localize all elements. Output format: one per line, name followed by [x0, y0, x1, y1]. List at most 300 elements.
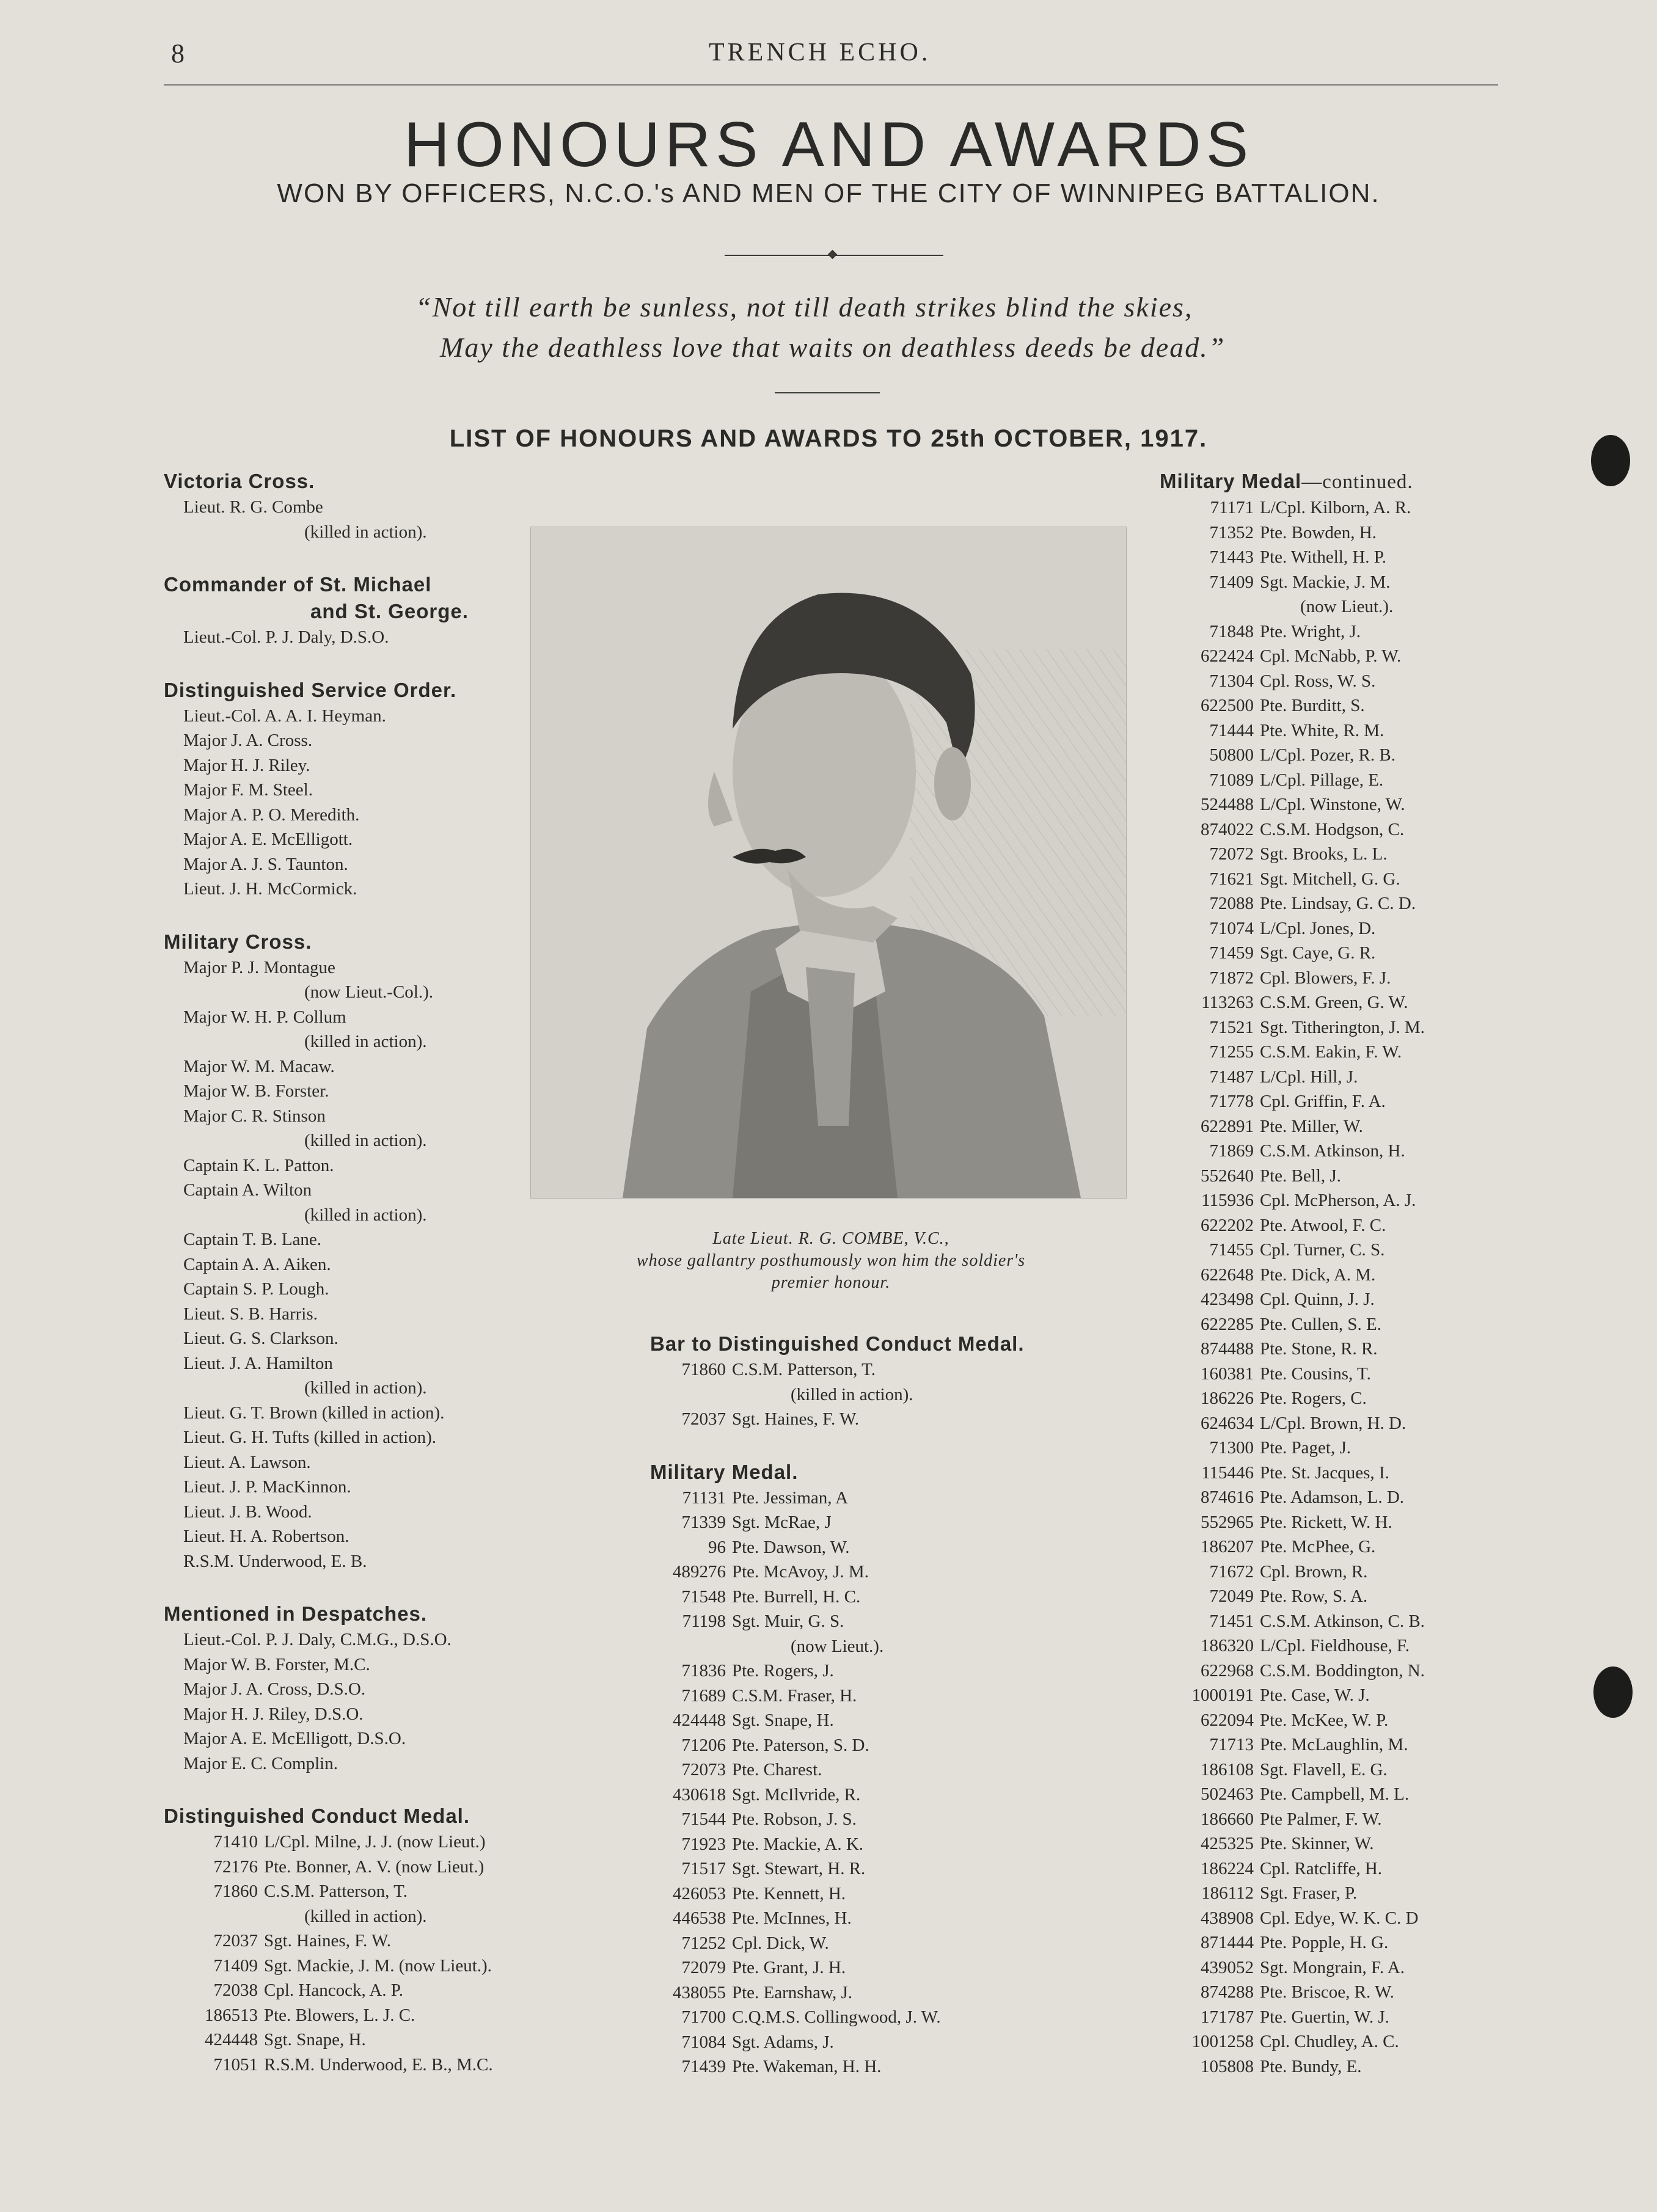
service-number: 115446 — [1201, 1462, 1254, 1483]
recipient-name: R.S.M. Underwood, E. B., M.C. — [264, 2054, 493, 2075]
recipient-name: Sgt. Mackie, J. M. — [1260, 572, 1391, 592]
award-entry — [1160, 1213, 1538, 1238]
recipient-name: Pte Palmer, F. W. — [1260, 1809, 1382, 1829]
recipient-name: Pte. Earnshaw, J. — [732, 1982, 853, 2002]
award-entry — [650, 1807, 1127, 1832]
award-entry — [1160, 842, 1538, 867]
section-gap — [164, 1776, 543, 1803]
award-entry — [650, 2005, 1127, 2030]
recipient-name: Pte. Withell, H. P. — [1260, 547, 1386, 567]
service-number: 186207 — [1201, 1537, 1254, 1557]
service-number: 71544 — [681, 1809, 726, 1829]
recipient-name: C.S.M. Atkinson, C. B. — [1260, 1611, 1425, 1631]
award-entry — [650, 1980, 1127, 2006]
award-entry — [1160, 1188, 1538, 1213]
service-number: 622500 — [1201, 696, 1254, 715]
recipient-name: Pte. Rogers, J. — [732, 1661, 834, 1681]
service-number: 71860 — [681, 1360, 726, 1379]
recipient-name: Pte. Bell, J. — [1260, 1166, 1341, 1186]
recipient-name: Pte. Charest. — [732, 1760, 822, 1779]
service-number: 186108 — [1201, 1759, 1254, 1779]
recipient-name: Pte. Jessiman, A — [732, 1487, 849, 1508]
recipient-name: L/Cpl. Hill, J. — [1260, 1067, 1358, 1087]
service-number: 425325 — [1201, 1834, 1254, 1853]
service-number: 72038 — [213, 1980, 258, 2000]
list-item: Major J. A. Cross, D.S.O. — [183, 1679, 366, 1699]
recipient-name: Pte. Wakeman, H. H. — [732, 2057, 882, 2076]
service-number: 186224 — [1201, 1858, 1254, 1878]
caption-line: premier honour. — [771, 1273, 891, 1292]
item-note: (killed in action). — [304, 1032, 427, 1051]
section-heading: Distinguished Service Order. — [164, 678, 457, 701]
award-entry — [1160, 1732, 1538, 1758]
award-entry — [650, 1856, 1127, 1882]
award-entry — [650, 1758, 1127, 1783]
award-entry — [1160, 1287, 1538, 1312]
award-entry — [1160, 1263, 1538, 1288]
list-item: Lieut. G. S. Clarkson. — [183, 1329, 338, 1348]
recipient-name: Sgt. Muir, G. S. — [732, 1612, 844, 1631]
recipient-name: Pte. McKee, W. P. — [1260, 1710, 1389, 1730]
service-number: 1001258 — [1191, 2032, 1254, 2051]
recipient-name: Pte. Rogers, C. — [1260, 1389, 1367, 1408]
award-entry — [1160, 1881, 1538, 1906]
recipient-name: Sgt. Snape, H. — [732, 1710, 834, 1730]
recipient-name: C.Q.M.S. Collingwood, J. W. — [732, 2007, 941, 2027]
service-number: 72037 — [213, 1931, 258, 1951]
recipient-name: Pte. McPhee, G. — [1260, 1537, 1376, 1557]
recipient-name: C.S.M. Green, G. W. — [1260, 993, 1408, 1012]
list-item: Lieut. G. H. Tufts (killed in action). — [183, 1428, 437, 1447]
page-title: HONOURS AND AWARDS — [403, 109, 1254, 180]
service-number: 71206 — [681, 1735, 726, 1755]
portrait-image — [531, 527, 1126, 1198]
section-gap — [164, 650, 543, 677]
recipient-name: C.S.M. Hodgson, C. — [1260, 819, 1405, 839]
service-number: 71487 — [1209, 1067, 1254, 1087]
item-note: (killed in action). — [304, 1906, 427, 1926]
service-number: 622094 — [1201, 1710, 1254, 1730]
award-entry — [650, 1535, 1127, 1560]
award-entry — [164, 1954, 543, 1979]
section-heading: Military Cross. — [164, 930, 312, 953]
section-heading: Military Medal. — [650, 1460, 799, 1483]
award-entry — [1160, 1411, 1538, 1436]
award-entry — [164, 2053, 543, 2078]
award-entry — [1160, 1906, 1538, 1931]
recipient-name: Pte. Bundy, E. — [1260, 2056, 1362, 2076]
award-entry — [1160, 743, 1538, 768]
recipient-name: Pte. Popple, H. G. — [1260, 1933, 1389, 1952]
award-entry — [650, 1931, 1127, 1956]
service-number: 71836 — [681, 1661, 726, 1681]
list-item: Major F. M. Steel. — [183, 780, 313, 800]
service-number: 874022 — [1201, 819, 1254, 839]
service-number: 71252 — [681, 1933, 726, 1953]
recipient-name: Pte. Skinner, W. — [1260, 1834, 1374, 1853]
ornament-divider — [725, 252, 943, 258]
list-item: Lieut.-Col. P. J. Daly, D.S.O. — [183, 627, 389, 647]
service-number: 622424 — [1201, 646, 1254, 666]
item-note: (killed in action). — [304, 522, 427, 542]
service-number: 105808 — [1201, 2056, 1254, 2076]
list-item: Lieut. J. P. MacKinnon. — [183, 1477, 351, 1497]
section-gap — [650, 1432, 1127, 1459]
publication-title: TRENCH ECHO. — [709, 38, 931, 67]
award-entry — [1160, 2029, 1538, 2054]
service-number: 113263 — [1201, 993, 1254, 1012]
award-entry — [164, 1855, 543, 1880]
recipient-name: Sgt. McRae, J — [732, 1513, 832, 1532]
service-number: 71517 — [681, 1859, 726, 1878]
recipient-name: Pte. Briscoe, R. W. — [1260, 1982, 1394, 2002]
recipient-name: Pte. Cousins, T. — [1260, 1363, 1371, 1384]
recipient-name: Pte. McInnes, H. — [732, 1908, 852, 1928]
recipient-name: C.S.M. Fraser, H. — [732, 1685, 857, 1706]
list-item: Lieut. S. B. Harris. — [183, 1304, 318, 1324]
recipient-name: Pte. Guertin, W. J. — [1260, 2007, 1389, 2027]
award-entry — [650, 1585, 1127, 1610]
caption-line: whose gallantry posthumously won him the soldier's — [636, 1251, 1026, 1270]
service-number: 502463 — [1201, 1784, 1254, 1804]
item-note: (now Lieut.). — [1300, 597, 1394, 616]
service-number: 71521 — [1209, 1017, 1254, 1037]
service-number: 72079 — [681, 1958, 726, 1977]
award-entry — [1160, 867, 1538, 892]
binding-hole — [1593, 1666, 1633, 1718]
award-entry — [1160, 1139, 1538, 1164]
recipient-name: Pte. Blowers, L. J. C. — [264, 2005, 415, 2025]
recipient-name: L/Cpl. Pozer, R. B. — [1260, 745, 1395, 765]
award-entry — [650, 1510, 1127, 1535]
section-gap — [164, 902, 543, 929]
award-entry — [1160, 693, 1538, 718]
service-number: 186320 — [1201, 1636, 1254, 1655]
service-number: 622891 — [1201, 1116, 1254, 1136]
award-entry — [164, 1929, 543, 1954]
service-number: 186112 — [1201, 1883, 1254, 1903]
list-item: Lieut. J. A. Hamilton — [183, 1353, 333, 1373]
recipient-name: Pte. Kennett, H. — [732, 1883, 846, 1904]
recipient-name: Cpl. Blowers, F. J. — [1260, 968, 1391, 988]
recipient-name: Pte. Atwool, F. C. — [1260, 1215, 1386, 1235]
section-heading: Victoria Cross. — [164, 470, 315, 492]
service-number: 430618 — [673, 1784, 726, 1805]
award-entry — [1160, 1782, 1538, 1807]
award-entry — [1160, 891, 1538, 916]
service-number: 71672 — [1209, 1561, 1254, 1582]
service-number: 71848 — [1209, 621, 1254, 641]
award-entry — [650, 1733, 1127, 1758]
list-item: Major A. E. McElligott. — [183, 830, 353, 849]
award-entry — [1160, 1461, 1538, 1486]
recipient-name: Pte. Robson, J. S. — [732, 1809, 857, 1829]
award-entry — [650, 2030, 1127, 2055]
recipient-name: Pte. Dick, A. M. — [1260, 1265, 1376, 1285]
service-number: 71410 — [213, 1832, 258, 1852]
award-entry — [1160, 1089, 1538, 1114]
service-number: 72088 — [1209, 894, 1254, 913]
list-item: Lieut. R. G. Combe — [183, 497, 323, 517]
recipient-name: Cpl. Edye, W. K. C. D — [1260, 1908, 1419, 1928]
award-entry — [1160, 1831, 1538, 1856]
section-heading: Bar to Distinguished Conduct Medal. — [650, 1332, 1025, 1355]
recipient-name: L/Cpl. Pillage, E. — [1260, 770, 1384, 790]
service-number: 446538 — [673, 1908, 726, 1928]
recipient-name: Sgt. Fraser, P. — [1260, 1883, 1358, 1903]
recipient-name: Pte. Burrell, H. C. — [732, 1586, 861, 1607]
recipient-name: Cpl. Brown, R. — [1260, 1561, 1368, 1582]
recipient-name: Cpl. Quinn, J. J. — [1260, 1290, 1375, 1309]
item-note: (now Lieut.-Col.). — [304, 982, 434, 1002]
list-item: Major W. H. P. Collum — [183, 1007, 346, 1027]
service-number: 552965 — [1201, 1512, 1254, 1532]
award-entry — [1160, 2005, 1538, 2030]
award-entry — [1160, 495, 1538, 520]
recipient-name: Pte. Bowden, H. — [1260, 522, 1377, 542]
list-item: Lieut. J. B. Wood. — [183, 1502, 312, 1522]
service-number: 50800 — [1209, 745, 1254, 765]
award-entry — [164, 1830, 543, 1855]
service-number: 115936 — [1201, 1191, 1254, 1210]
award-entry — [1160, 1708, 1538, 1733]
list-item: Lieut. G. T. Brown (killed in action). — [183, 1403, 445, 1423]
award-entry — [1160, 990, 1538, 1015]
recipient-name: L/Cpl. Brown, H. D. — [1260, 1413, 1406, 1433]
award-entry — [650, 1560, 1127, 1585]
service-number: 622285 — [1201, 1314, 1254, 1334]
portrait-photo — [530, 527, 1127, 1199]
list-item: R.S.M. Underwood, E. B. — [183, 1551, 367, 1571]
recipient-name: Pte. Case, W. J. — [1260, 1685, 1370, 1705]
award-entry — [1160, 1312, 1538, 1337]
award-entry — [1160, 1955, 1538, 1980]
award-entry — [1160, 768, 1538, 793]
service-number: 71443 — [1209, 547, 1254, 567]
item-note: (killed in action). — [304, 1131, 427, 1150]
award-entry — [1160, 1930, 1538, 1955]
binding-hole — [1591, 435, 1630, 486]
recipient-name: Pte. Paget, J. — [1260, 1438, 1352, 1458]
recipient-name: Pte. Stone, R. R. — [1260, 1339, 1378, 1359]
section-heading: Commander of St. Michael — [164, 573, 432, 596]
epigraph-line: May the deathless love that waits on deathless deeds be dead.” — [440, 332, 1226, 363]
award-entry — [1160, 1659, 1538, 1684]
service-number: 71352 — [1209, 522, 1254, 542]
column-left — [164, 468, 543, 2077]
service-number: 71689 — [681, 1685, 726, 1706]
award-entry — [1160, 520, 1538, 546]
service-number: 438908 — [1201, 1908, 1254, 1928]
recipient-name: Pte. Dawson, W. — [732, 1537, 850, 1557]
list-item: Major W. B. Forster, M.C. — [183, 1654, 370, 1674]
award-entry — [1160, 1633, 1538, 1659]
list-item: Major W. M. Macaw. — [183, 1056, 335, 1076]
list-item: Major E. C. Complin. — [183, 1753, 338, 1773]
award-entry — [650, 2054, 1127, 2079]
service-number: 186226 — [1201, 1389, 1254, 1408]
award-entry — [650, 1708, 1127, 1733]
item-note: (killed in action). — [791, 1384, 913, 1404]
list-item: Captain K. L. Patton. — [183, 1155, 334, 1175]
service-number: 71051 — [213, 2054, 258, 2075]
award-entry — [1160, 1238, 1538, 1263]
list-item: Major A. E. McElligott, D.S.O. — [183, 1729, 406, 1748]
divider — [775, 392, 880, 393]
list-item: Major A. J. S. Taunton. — [183, 854, 348, 874]
award-entry — [1160, 669, 1538, 694]
list-item: Major P. J. Montague — [183, 957, 335, 977]
service-number: 1000191 — [1191, 1685, 1254, 1705]
recipient-name: Sgt. Haines, F. W. — [732, 1409, 859, 1429]
award-entry — [650, 1906, 1127, 1931]
award-entry — [1160, 1535, 1538, 1560]
list-item: Major J. A. Cross. — [183, 731, 313, 750]
service-number: 71451 — [1209, 1611, 1254, 1631]
award-entry — [1160, 1584, 1538, 1609]
recipient-name: C.S.M. Patterson, T. — [264, 1882, 408, 1901]
service-number: 552640 — [1201, 1166, 1254, 1186]
recipient-name: Pte. Campbell, M. L. — [1260, 1784, 1410, 1804]
recipient-name: Sgt. Brooks, L. L. — [1260, 844, 1388, 864]
service-number: 874288 — [1201, 1982, 1254, 2002]
recipient-name: Cpl. Chudley, A. C. — [1260, 2032, 1399, 2051]
list-item: Lieut. J. H. McCormick. — [183, 879, 357, 899]
award-entry — [1160, 1560, 1538, 1585]
recipient-name: C.S.M. Patterson, T. — [732, 1360, 876, 1379]
service-number: 160381 — [1201, 1363, 1254, 1384]
column-middle — [650, 1330, 1127, 2079]
award-entry — [1160, 1807, 1538, 1832]
award-entry — [650, 1407, 1127, 1432]
recipient-name: L/Cpl. Kilborn, A. R. — [1260, 498, 1411, 517]
section-gap — [164, 1574, 543, 1601]
service-number: 71339 — [681, 1513, 726, 1532]
recipient-name: Sgt. Mitchell, G. G. — [1260, 869, 1400, 889]
award-entry — [1160, 570, 1538, 595]
list-item: Lieut.-Col. A. A. I. Heyman. — [183, 706, 386, 726]
service-number: 71409 — [1209, 572, 1254, 592]
service-number: 874488 — [1201, 1339, 1254, 1359]
service-number: 871444 — [1201, 1933, 1254, 1952]
recipient-name: Pte. St. Jacques, I. — [1260, 1462, 1389, 1483]
award-entry — [164, 2003, 543, 2028]
list-heading: LIST OF HONOURS AND AWARDS TO 25th OCTOBER, 1917. — [449, 425, 1208, 452]
recipient-name: Pte. McLaughlin, M. — [1260, 1735, 1408, 1754]
recipient-name: Cpl. Ross, W. S. — [1260, 671, 1376, 691]
caption-line: Late Lieut. R. G. COMBE, V.C., — [712, 1229, 949, 1248]
service-number: 71089 — [1209, 770, 1254, 790]
recipient-name: Pte. Adamson, L. D. — [1260, 1487, 1405, 1507]
recipient-name: L/Cpl. Winstone, W. — [1260, 795, 1405, 814]
award-entry — [1160, 1856, 1538, 1882]
list-item: Major W. B. Forster. — [183, 1081, 329, 1101]
service-number: 874616 — [1201, 1487, 1254, 1507]
recipient-name: Pte. Wright, J. — [1260, 621, 1361, 641]
service-number: 71700 — [681, 2007, 726, 2027]
service-number: 489276 — [673, 1562, 726, 1582]
list-item: Major H. J. Riley. — [183, 755, 310, 775]
service-number: 71872 — [1209, 968, 1254, 988]
section-gap — [164, 544, 543, 571]
section-heading: Distinguished Conduct Medal. — [164, 1805, 470, 1827]
service-number: 71304 — [1209, 671, 1254, 691]
service-number: 71713 — [1209, 1735, 1254, 1754]
epigraph-line: “Not till earth be sunless, not till death strikes blind the skies, — [415, 291, 1193, 323]
award-entry — [650, 1783, 1127, 1808]
service-number: 71621 — [1209, 869, 1254, 889]
recipient-name: Pte. Paterson, S. D. — [732, 1735, 869, 1755]
award-entry — [650, 1659, 1127, 1684]
service-number: 71923 — [681, 1834, 726, 1854]
recipient-name: Sgt. Stewart, H. R. — [732, 1859, 866, 1878]
item-note: (killed in action). — [304, 1378, 427, 1398]
award-entry — [650, 1684, 1127, 1709]
recipient-name: C.S.M. Eakin, F. W. — [1260, 1042, 1402, 1062]
service-number: 426053 — [673, 1883, 726, 1904]
service-number: 438055 — [673, 1982, 726, 2002]
service-number: 71084 — [681, 2032, 726, 2052]
recipient-name: Sgt. Titherington, J. M. — [1260, 1017, 1425, 1037]
heading-text: Military Medal — [1160, 470, 1302, 492]
recipient-name: Pte. Grant, J. H. — [732, 1958, 846, 1977]
recipient-name: Sgt. Mongrain, F. A. — [1260, 1957, 1405, 1977]
recipient-name: C.S.M. Atkinson, H. — [1260, 1141, 1405, 1161]
recipient-name: Sgt. McIlvride, R. — [732, 1784, 861, 1805]
recipient-name: Cpl. Dick, W. — [732, 1933, 829, 1953]
recipient-name: Sgt. Caye, G. R. — [1260, 943, 1376, 963]
recipient-name: Cpl. Hancock, A. P. — [264, 1980, 403, 2000]
recipient-name: Cpl. Turner, C. S. — [1260, 1240, 1385, 1260]
service-number: 186513 — [205, 2005, 258, 2025]
column-right — [1160, 468, 1538, 2079]
award-entry — [1160, 792, 1538, 817]
header-rule — [164, 84, 1498, 86]
service-number: 71300 — [1209, 1438, 1254, 1458]
award-entry — [650, 1486, 1127, 1511]
service-number: 71409 — [213, 1955, 258, 1976]
epigraph — [415, 287, 1271, 368]
award-entry — [1160, 1386, 1538, 1411]
award-entry — [164, 1978, 543, 2003]
service-number: 71439 — [681, 2057, 726, 2076]
service-number: 72073 — [681, 1760, 726, 1779]
service-number: 71548 — [681, 1586, 726, 1607]
award-entry — [1160, 1609, 1538, 1634]
recipient-name: L/Cpl. Fieldhouse, F. — [1260, 1636, 1410, 1655]
recipient-name: Pte. Row, S. A. — [1260, 1586, 1368, 1606]
award-entry — [650, 1882, 1127, 1907]
service-number: 71455 — [1209, 1240, 1254, 1260]
service-number: 524488 — [1201, 795, 1254, 814]
service-number: 622648 — [1201, 1265, 1254, 1285]
recipient-name: Cpl. Griffin, F. A. — [1260, 1092, 1386, 1111]
recipient-name: Pte. McAvoy, J. M. — [732, 1562, 869, 1582]
award-entry — [164, 1879, 543, 1904]
award-entry — [164, 2028, 543, 2053]
recipient-name: Pte. White, R. M. — [1260, 720, 1384, 740]
heading-continued: —continued. — [1301, 471, 1413, 493]
list-item: Captain T. B. Lane. — [183, 1230, 322, 1249]
recipient-name: Sgt. Adams, J. — [732, 2032, 834, 2052]
award-entry — [1160, 1065, 1538, 1090]
service-number: 71171 — [1210, 498, 1254, 517]
running-header — [171, 38, 1497, 75]
recipient-name: Cpl. McNabb, P. W. — [1260, 646, 1402, 666]
recipient-name: Pte. Mackie, A. K. — [732, 1834, 864, 1854]
award-entry — [1160, 1510, 1538, 1535]
award-entry — [1160, 941, 1538, 966]
